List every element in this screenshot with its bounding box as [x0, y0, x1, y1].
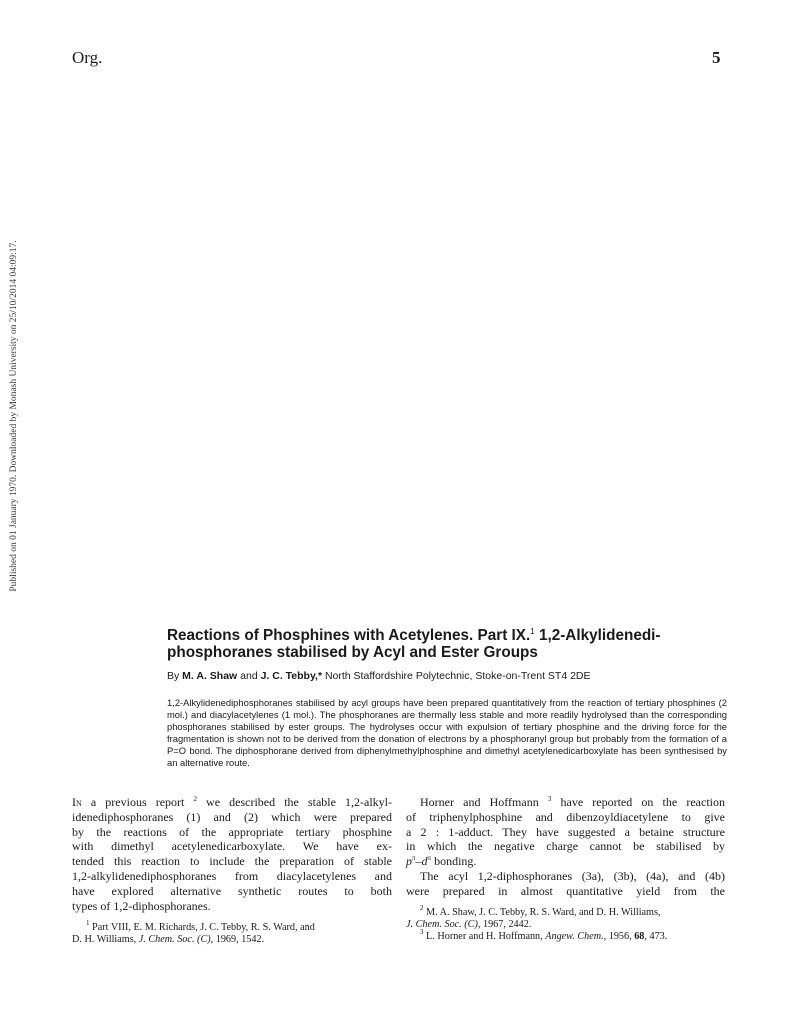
- journal-name: Angew. Chem.: [545, 931, 604, 942]
- text-span: have reported on the reaction: [551, 795, 725, 809]
- body-line: 1,2-alkylidenediphosphoranes from diacylacetylenes and: [72, 868, 392, 883]
- article-title: [167, 627, 737, 661]
- text-span: D. H. Williams,: [72, 934, 139, 945]
- author-1: M. A. Shaw: [182, 670, 238, 682]
- body-line: in which the negative charge cannot be stabilised by: [406, 839, 725, 854]
- authors-prefix: By: [167, 670, 183, 682]
- superscript: π: [427, 854, 432, 863]
- body-line: types of 1,2-diphosphoranes.: [72, 898, 211, 913]
- footnotes-right: [406, 904, 725, 943]
- text-span: Part VIII, E. M. Richards, J. C. Tebby, R. S. Ward, and: [89, 922, 315, 933]
- body-line: were prepared in almost quantitative yield from the: [406, 883, 725, 898]
- body-line: with dimethyl acetylenedicarboxylate. We have ex-: [72, 839, 392, 854]
- title-ref: 1: [530, 627, 535, 636]
- authors-and: and: [237, 670, 261, 682]
- body-line: The acyl 1,2-diphosphoranes (3a), (3b), (4a), and (4b): [420, 868, 725, 883]
- download-watermark: [9, 240, 24, 592]
- drop-word: In: [72, 795, 82, 809]
- text-span: d: [421, 854, 428, 869]
- footnote-line: [406, 904, 725, 919]
- footnote-number: 3: [420, 928, 424, 936]
- page-number: 5: [712, 48, 721, 67]
- body-line: [406, 795, 725, 810]
- body-line: a 2 : 1-adduct. They have suggested a betaine structure: [406, 824, 725, 839]
- journal-name: J. Chem. Soc. (C): [406, 919, 478, 930]
- superscript: π: [412, 854, 416, 863]
- body-line: have explored alternative synthetic routes to both: [72, 883, 392, 898]
- abstract: 1,2-Alkylidenediphosphoranes stabilised by acyl groups have been prepared quantitatively from the reaction of tertiary phosphines (2 mol.) and diacylacetylenes (1 mol.). The phosphoranes are thermally less stable and more readily hydrolysed than the corresponding phosphoranes stabilised by ester groups. The hydrolyses occur with expulsion of tertiary phosphine and the driving force for the fragmentation is shown not to be derived from the donation of electrons by a phosphoranyl group but probably from the formation of a P=O bond. The diphosphorane derived from diphenylmethylphosphine and dimethyl acetylenedicarboxylate has been synthesised by an alternative route.: [167, 697, 727, 768]
- text-span: L. Horner and H. Hoffmann,: [423, 931, 546, 942]
- text-span: , 1967, 2442.: [477, 919, 532, 930]
- title-part1: Reactions of Phosphines with Acetylenes. Part IX.: [167, 627, 531, 644]
- body-line: [406, 854, 725, 869]
- footnote-line: [72, 919, 392, 934]
- body-column-right: [406, 795, 725, 899]
- text-span: p: [406, 854, 412, 869]
- footnote-number: 1: [86, 919, 90, 927]
- author-2: J. C. Tebby,*: [260, 670, 323, 682]
- reference-mark: 2: [193, 795, 197, 803]
- journal-name: J. Chem. Soc. (C): [138, 934, 211, 945]
- text-span: we described the stable 1,2-alkyl-: [196, 795, 393, 809]
- body-line: idenediphosphoranes (1) and (2) which were prepared: [72, 809, 392, 824]
- body-line: of triphenylphosphine and dibenzoyldiacetylene to give: [406, 809, 725, 824]
- text-span: , 1969, 1542.: [210, 934, 265, 945]
- author-line: [167, 670, 737, 682]
- volume-number: 68: [634, 931, 645, 942]
- text-span: M. A. Shaw, J. C. Tebby, R. S. Ward, and D. H. Williams,: [423, 907, 661, 918]
- journal-section-header: Org.: [72, 48, 103, 67]
- text-span: , 1956,: [603, 931, 635, 942]
- affiliation: North Staffordshire Polytechnic, Stoke-on-Trent ST4 2DE: [322, 670, 591, 682]
- text-span: , 473.: [644, 931, 668, 942]
- footnote-line: [406, 919, 725, 931]
- title-part2: 1,2-Alkylidenedi-phosphoranes stabilised by Acyl and Ester Groups: [167, 627, 661, 661]
- text-span: Horner and Hoffmann: [420, 795, 548, 809]
- footnote-line: [406, 928, 725, 943]
- footnote-line: [72, 934, 392, 946]
- text-span: a previous report: [81, 795, 194, 809]
- body-line: [72, 795, 392, 810]
- text-span: bonding.: [431, 854, 477, 869]
- body-line: tended this reaction to include the preparation of stable: [72, 854, 392, 869]
- text-span: –: [415, 854, 422, 869]
- body-line: by the reactions of the appropriate tertiary phosphine: [72, 824, 392, 839]
- footnotes-left: [72, 919, 392, 946]
- download-watermark-text: Published on 01 January 1970. Downloaded by Monash University on 25/10/2014 04:09:17.: [9, 240, 19, 592]
- body-column-left: [72, 795, 392, 913]
- reference-mark: 3: [547, 795, 552, 803]
- footnote-number: 2: [420, 904, 424, 912]
